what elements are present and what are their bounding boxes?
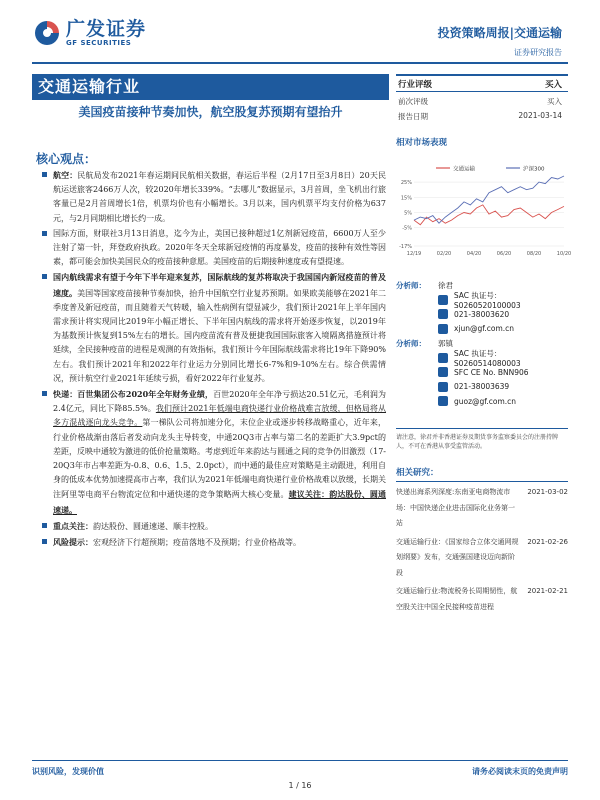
bullet-express [40, 387, 386, 518]
analyst-name: 徐君 [438, 280, 453, 290]
gf-logo-icon [32, 18, 62, 48]
certificate-icon [438, 367, 448, 377]
analyst-phone: 021-38003639 [454, 382, 510, 392]
bullet-text: 百世2020年全年净亏损达20.51亿元，毛利润为2.4亿元，同比下降85.5%。我们预计2021年低端电商快递行业价格战难言放缓，但格局将从多方混战逐向龙头竞争。第一梯队公司将加速分化，末位企业或逐步转移战略重心，近年来，行业价格战渐由落后者发动向龙头主导转变，中通20Q3市占率与第二名的差距扩大3.9pct的差距，反映中通较为激进的低价抢量策略。考虑到近年来韵达与圆通之间的竞争仍旧激烈（17-20Q3年市占率差距为-0.8、0.6、1.5、2.0pct），而中通的最佳应对策略是主动跟进，利用自身的低成本优势加速提高市占率，我们认为2021年低端电商快递行业价格战难以放缓，长期关注阿里等电商平台物流定位和中通快递的竞争策略两大核心变量。建议关注：韵达股份、圆通速递。 [53, 390, 387, 515]
legend-label: 沪深300 [523, 166, 545, 173]
header-divider [32, 62, 568, 64]
analyst-label: 分析师： [396, 280, 426, 290]
report-headline: 美国疫苗接种节奏加快，航空股复苏预期有望抬升 [78, 105, 343, 119]
related-item-date: 2021-02-26 [527, 537, 568, 546]
certificate-icon [438, 353, 448, 363]
email-icon [438, 324, 448, 334]
prev-rating-value: 买入 [547, 97, 562, 106]
footer-disclaimer[interactable]: 请务必阅读末页的免责声明 [472, 767, 568, 776]
related-item-text: 快递出海系列深度:东南亚电商物流市场：中国快递企业进击国际化业务第一站 [396, 488, 515, 527]
legend-label: 交通运输 [453, 166, 476, 173]
y-tick-label: 15% [400, 195, 412, 202]
industry-banner: 交通运输行业 [32, 74, 389, 100]
bullet-aviation [40, 168, 386, 226]
core-views-list [40, 168, 386, 551]
analyst-sac: SAC 执证号：S0260514080003 [453, 348, 521, 368]
bullet-label: 快递：百世集团公布2020年全年财务业绩， [53, 389, 214, 400]
x-tick-label: 10/20 [556, 251, 572, 257]
bullet-focus [40, 519, 386, 534]
y-tick-label: 25% [400, 180, 412, 187]
analyst-sac: SAC 执证号：S0260520100003 [453, 290, 521, 310]
report-type: 投资策略周报|交通运输 [437, 26, 562, 40]
report-date-value: 2021-03-14 [518, 111, 562, 120]
logo-en: GF SECURITIES [66, 38, 132, 47]
email-icon [438, 396, 448, 406]
chart-section-title: 相对市场表现 [396, 138, 448, 148]
analyst-block [396, 278, 568, 409]
relative-performance-chart [396, 162, 572, 260]
company-logo [32, 18, 146, 48]
rating-value: 买入 [544, 79, 562, 90]
x-tick-label: 12/19 [406, 251, 422, 257]
report-header [0, 0, 600, 62]
analyst-label: 分析师： [396, 338, 426, 348]
analyst-name: 郭镇 [438, 338, 453, 348]
analyst-email[interactable]: xjun@gf.com.cn [454, 324, 515, 334]
series-line [414, 205, 564, 225]
bullet-international [40, 227, 386, 270]
analyst-1 [396, 278, 568, 336]
related-title: 相关研究： [396, 466, 568, 482]
bullet-label: 航空： [53, 170, 78, 180]
phone-icon [438, 309, 448, 319]
bullet-label: 国内航线需求有望于今年下半年迎来复苏，国际航线的复苏将取决于我国国内新冠疫苗的普及速度。 [53, 272, 386, 298]
footer [32, 760, 568, 777]
y-tick-label: -5% [402, 225, 412, 232]
analyst-2 [396, 336, 568, 409]
x-tick-label: 08/20 [526, 251, 542, 257]
core-views-title: 核心观点： [36, 152, 97, 166]
related-item-text: 交通运输行业：《国家综合立体交通网规划纲要》发布，交通强国建设迈向新阶段 [396, 537, 519, 577]
report-subtitle: 证券研究报告 [514, 48, 562, 57]
page-number: 1 / 16 [288, 781, 312, 790]
analyst-phone: 021-38003620 [454, 309, 510, 319]
y-tick-label: 5% [404, 210, 412, 217]
report-date-label: 报告日期 [398, 112, 428, 121]
analyst-email[interactable]: guoz@gf.com.cn [454, 396, 517, 406]
bullet-demand-outlook [40, 270, 386, 386]
related-item[interactable] [396, 485, 568, 532]
footer-slogan: 识别风险，发现价值 [32, 767, 104, 776]
bullet-text: 美国等国家疫苗接种节奏加快，抬升中国航空行业复苏预期。如果欧美能够在2021年二季度普及新冠疫苗，而且随着天气转暖，输入性病例有望显减少，我们预计2021年上半年国内需求预计将实现同比2019年小幅正增长、下半年国内航线的需求将开始逐步恢复，以2019年为基数预计恢复到15%左右的增长。国内疫苗流有普及便捷我国国际旅客入境隔离措施预计将延续，全民接种疫苗的进程是观测的有效指标，我们预计今年国际航线需求将比19年下降90%左右。我们预计2021年和2022年行业运力分别同比增长6-7%和9-10%左右。综合供需情况，预计航空行业2021年延续亏损，看好2022年行业复苏。 [53, 288, 387, 383]
bullet-label: 重点关注： [53, 520, 93, 531]
report-date-row [396, 107, 568, 122]
rating-bar [396, 74, 568, 92]
related-research [396, 466, 568, 615]
sidebar [396, 74, 568, 148]
bullet-text: 国际方面，财联社3月13日消息，迄今为止，美国已接种超过1亿剂新冠疫苗，6600万人至少注射了第一针，拜登政府执政。2020年冬天全球新冠疫情的再度暴发，疫苗的接种有效性等因素，都可能会加快美国民众的疫苗接种意愿。美国疫苗的后期接种速度或有望提速。 [53, 228, 386, 267]
logo-cn: 广发证券 [66, 17, 147, 40]
bullet-text: 韵达股份、圆通速递、顺丰控股。 [93, 521, 213, 531]
related-item[interactable] [396, 584, 568, 615]
x-tick-label: 02/20 [436, 251, 452, 257]
x-tick-label: 04/20 [466, 251, 482, 257]
certificate-icon [438, 295, 448, 305]
related-item-date: 2021-03-02 [527, 488, 568, 496]
analyst-sfc: SFC CE No. BNN906 [454, 367, 529, 377]
related-item-text: 交通运输行业:物流税务长周期韧性，航空股关注中国全民接种疫苗进程 [396, 587, 518, 611]
bullet-label: 风险提示： [53, 537, 93, 548]
prev-rating-row [396, 92, 568, 107]
bullet-text: 宏观经济下行超预期；疫苗落地不及预期；行业价格战等。 [93, 538, 301, 548]
y-tick-label: -17% [399, 244, 412, 250]
bullet-risk [40, 535, 386, 550]
related-item[interactable] [396, 535, 568, 582]
rating-title: 行业评级 [398, 79, 433, 90]
related-item-date: 2021-02-21 [527, 587, 568, 595]
analyst-note: 请注意，徐君并非香港证券及期货事务监察委员会的注册持牌人，不可在香港从事受监管活动。 [396, 428, 568, 451]
phone-icon [438, 382, 448, 392]
x-tick-label: 06/20 [496, 251, 512, 257]
bullet-text: 民航局发布2021年春运期间民航相关数据，春运后半程（2月17日至3月8日）20天民航运送旅客2466万人次，较2020年增长339%。“去哪儿”数据显示，3月首周，坐飞机出行旅客量已是2月首周增长1倍，机票均价也有小幅增长。3月以来，国内机票平均支付价格为637元，与2月同期相比增长约一成。 [53, 171, 386, 223]
prev-rating-label: 前次评级 [398, 97, 428, 106]
